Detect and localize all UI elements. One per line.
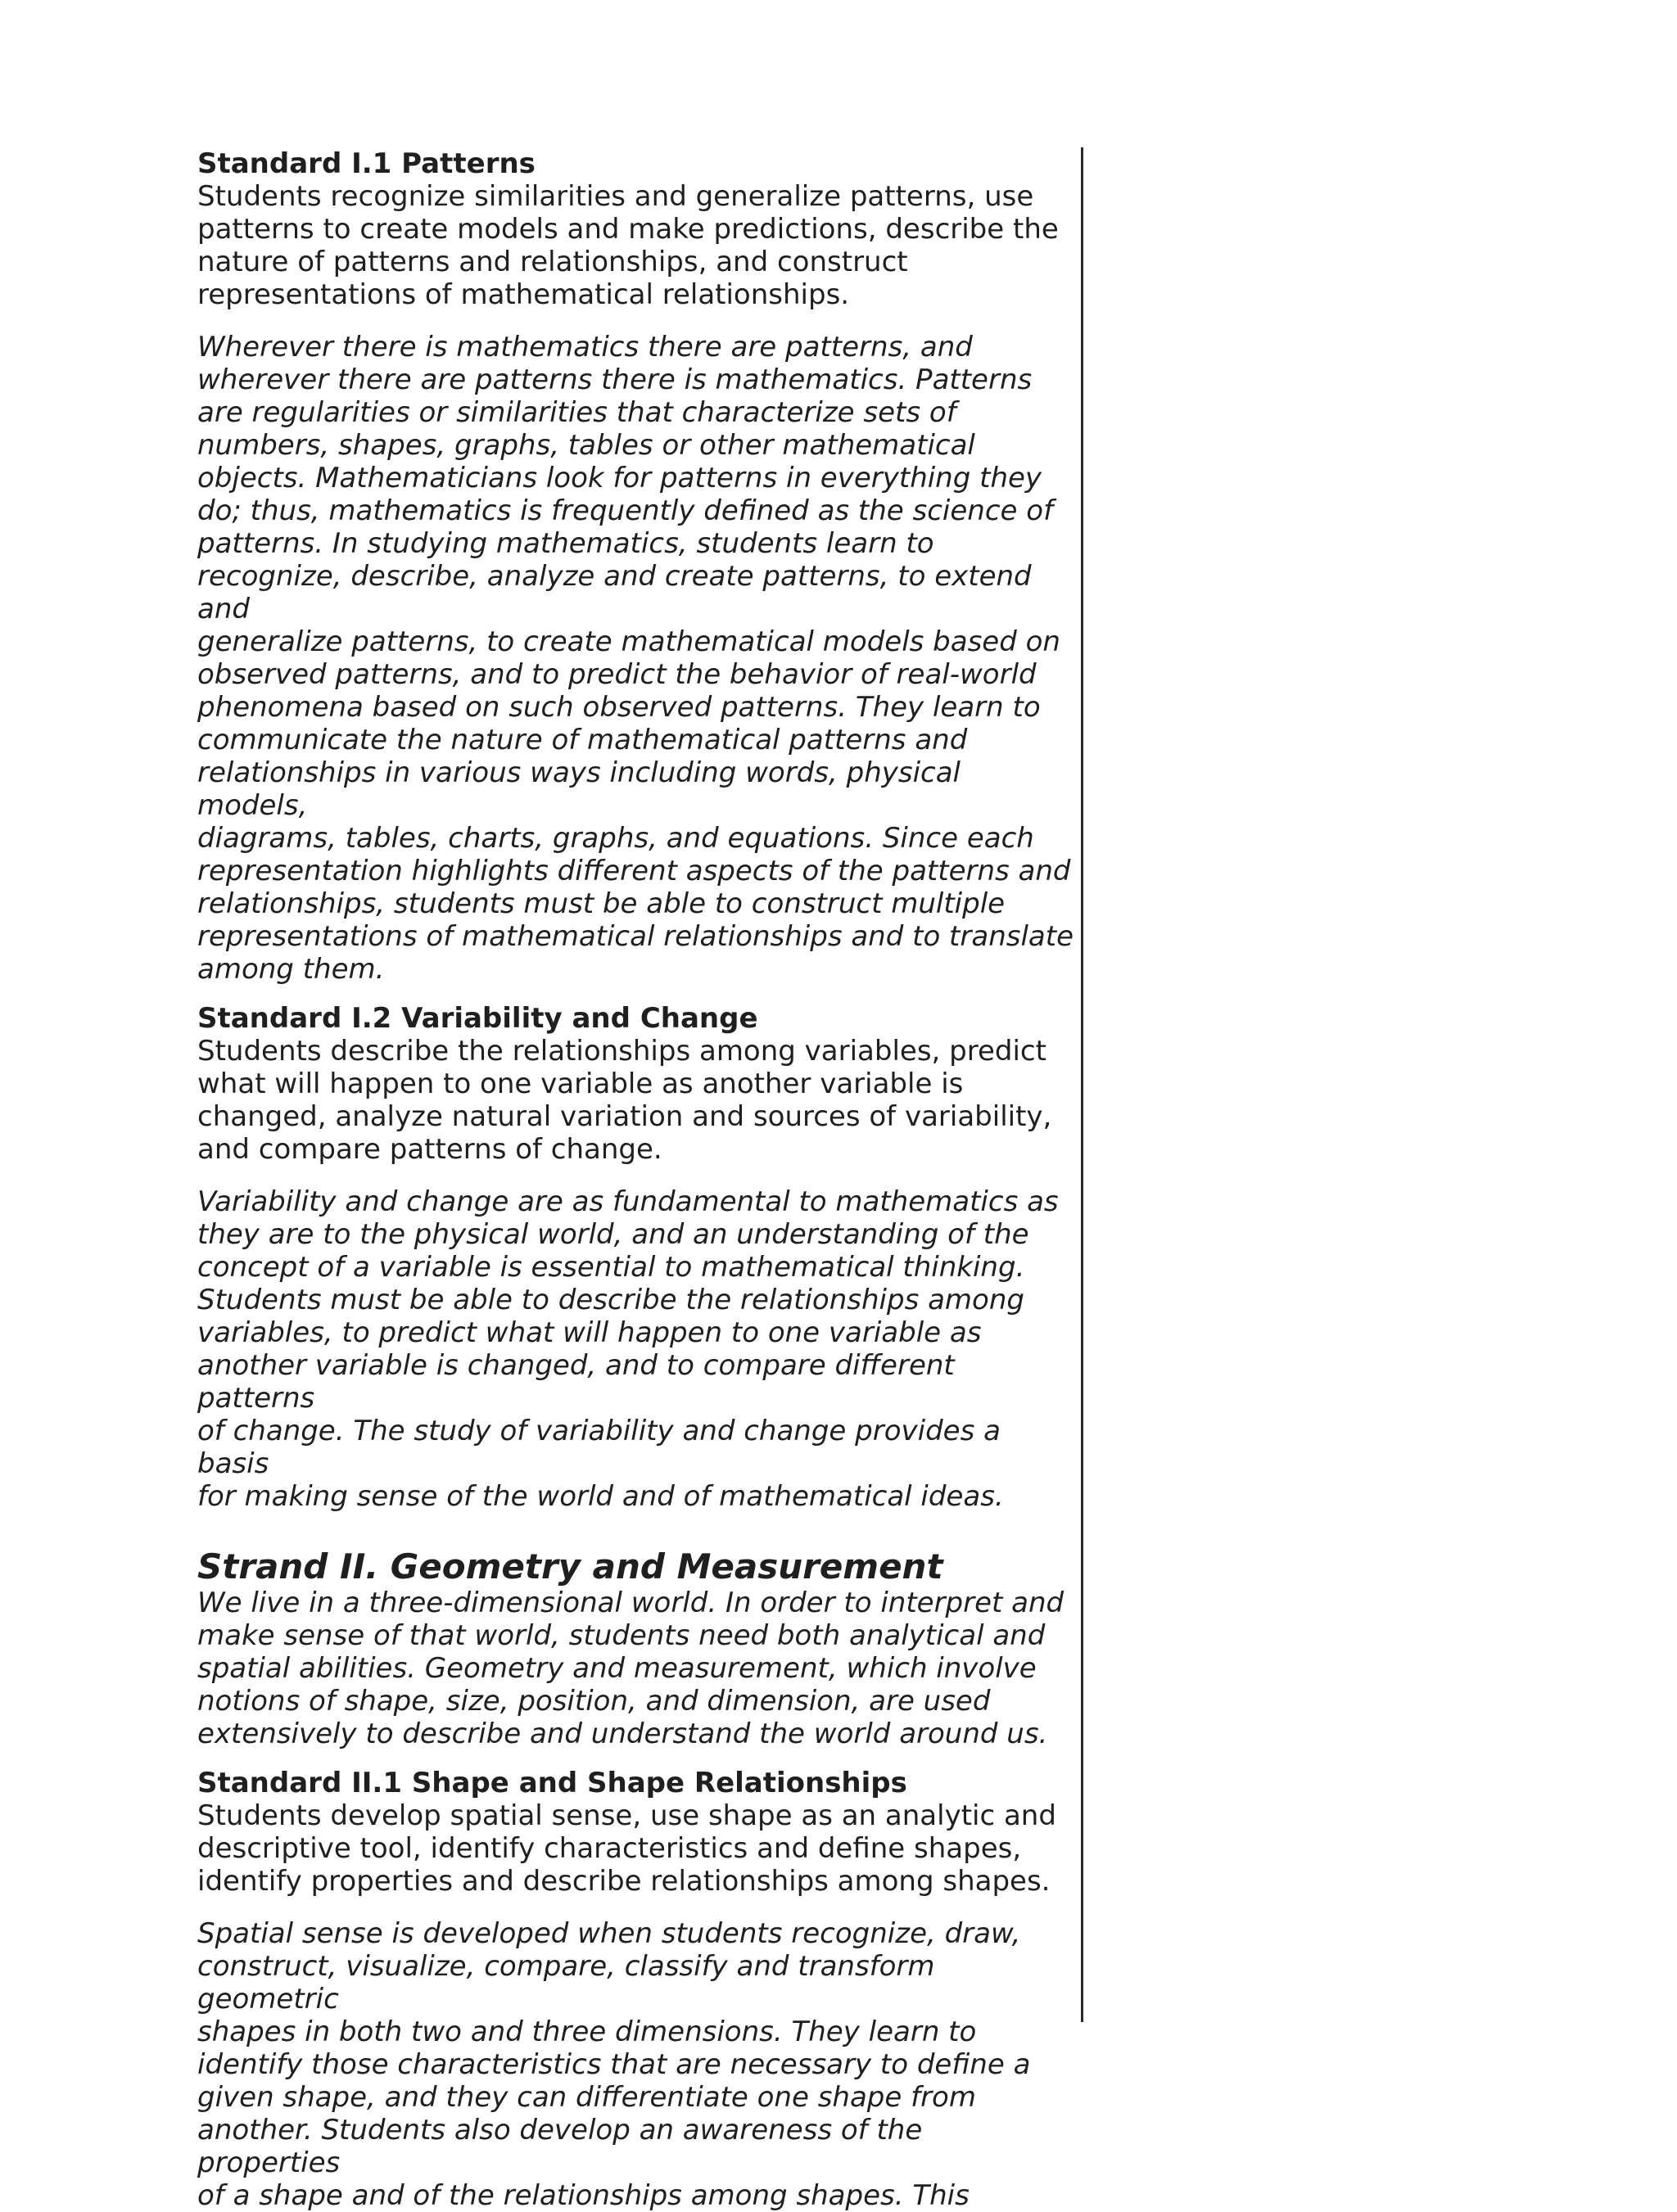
margin-rule [1081,147,1083,2022]
strand-2-title: Strand II. Geometry and Measurement [197,1546,943,1587]
standard-1-2-discussion: Variability and change are as fundamental to mathematics as they are to the physical world, and an understanding of the concept of a variable is essential to mathematical thinking. Students must be able to describe the relationships among variables, to predict what will happen to one variable as another variable is changed, and to compare different patterns of change. The study of variability and change provides a basis for making sense of the world and of mathematical ideas. [197,1185,1059,1513]
standard-2-1-discussion: Spatial sense is developed when students recognize, draw, construct, visualize, compare, classify and transform geometric shapes in both two and three dimensions. They learn to identify those characteristics that are necessary to define a given shape, and they can differentiate one shape from another. Students also develop an awareness of the properties of a shape and of the relationships among shapes. This [197,1917,1031,2212]
main-text-column [197,147,1074,2212]
strand-2-intro: We live in a three-dimensional world. In order to interpret and make sense of that world, students need both analytical and spatial abilities. Geometry and measurement, which involve notions of shape, size, position, and dimension, are used extensively to describe and understand the world around us. [197,1587,1065,1750]
standard-1-2-statement: Students describe the relationships among variables, predict what will happen to one variable as another variable is changed, analyze natural variation and sources of variability, and compare patterns of change. [197,1035,1052,1166]
standard-1-1-discussion: Wherever there is mathematics there are patterns, and wherever there are patterns there is mathematics. Patterns are regularities or similarities that characterize sets of numbers, shapes, graphs, tables or other mathematical objects. Mathematicians look for patterns in everything they do; thus, mathematics is frequently defined as the science of patterns. In studying mathematics, students learn to recognize, describe, analyze and create patterns, to extend and generalize patterns, to create mathematical models based on observed patterns, and to predict the behavior of real-world phenomena based on such observed patterns. They learn to communicate the nature of mathematical patterns and relationships in various ways including words, physical models, diagrams, tables, charts, graphs, and equations. Since each representation highlights different aspects of the patterns and relationships, students must be able to construct multiple representations of mathematical relationships and to translate among them. [197,331,1074,986]
standard-1-1-title: Standard I.1 Patterns [197,147,536,180]
standard-2-1-title: Standard II.1 Shape and Shape Relationships [197,1767,907,1799]
standard-1-2-title: Standard I.2 Variability and Change [197,1002,758,1035]
standard-1-1-statement: Students recognize similarities and generalize patterns, use patterns to create models and make predictions, describe the nature of patterns and relationships, and construct representations of mathematical relationships. [197,180,1059,311]
standard-2-1-statement: Students develop spatial sense, use shape as an analytic and descriptive tool, identify characteristics and define shapes, identify properties and describe relationships among shapes. [197,1799,1056,1898]
